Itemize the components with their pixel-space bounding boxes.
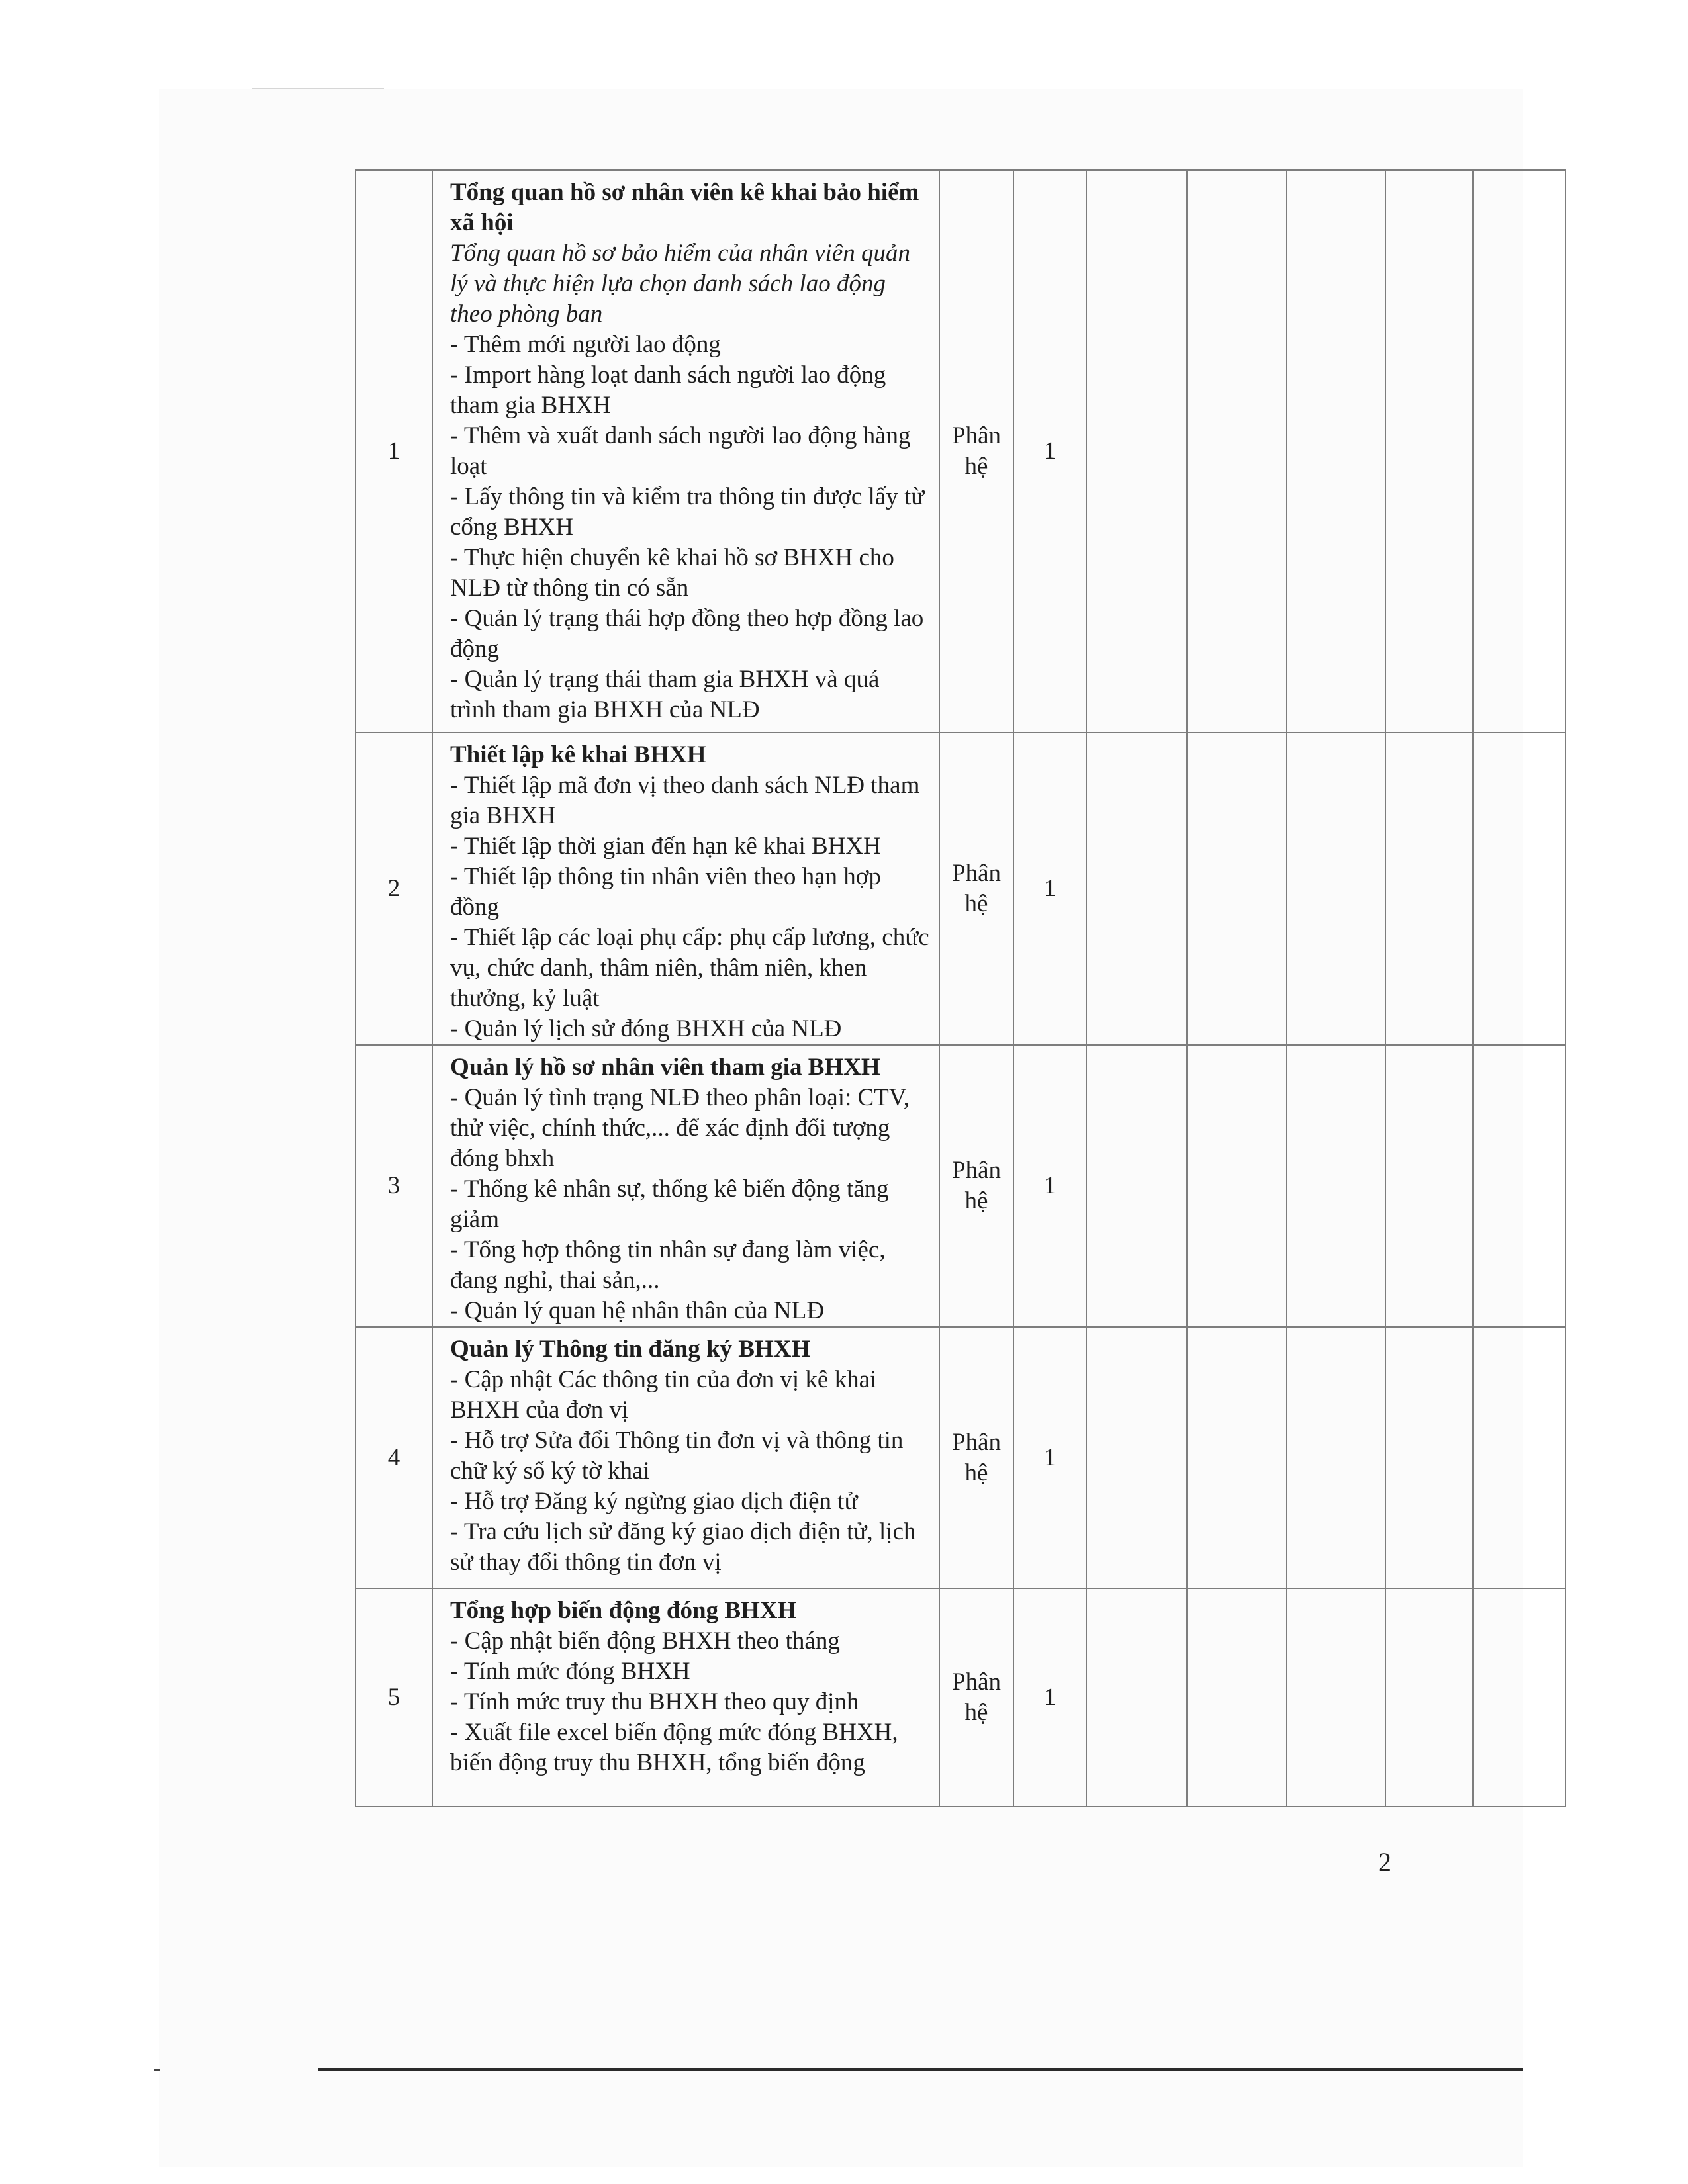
empty-cell: [1286, 1045, 1385, 1327]
item-subtitle: Tổng quan hồ sơ bảo hiểm của nhân viên quản lý và thực hiện lựa chọn danh sách lao động theo phòng ban: [450, 240, 910, 328]
row-number: 4: [355, 1327, 432, 1588]
empty-cell: [1086, 1327, 1187, 1588]
empty-cell: [1385, 170, 1473, 733]
empty-cell: [1187, 170, 1286, 733]
row-number: 3: [355, 1045, 432, 1327]
row-unit: [939, 1327, 1013, 1588]
empty-cell: [1385, 1327, 1473, 1588]
row-description: [432, 733, 939, 1045]
row-unit: [939, 170, 1013, 733]
item-line: - Xuất file excel biến động mức đóng BHXH, biến động truy thu BHXH, tổng biến động: [450, 1719, 898, 1776]
unit-label: Phân hệ: [952, 1157, 1001, 1214]
empty-cell: [1385, 1045, 1473, 1327]
empty-cell: [1086, 1588, 1187, 1807]
item-line: - Quản lý tình trạng NLĐ theo phân loại: CTV, thử việc, chính thức,... để xác định đối tượng đóng bhxh: [450, 1084, 910, 1172]
empty-cell: [1473, 170, 1566, 733]
item-line: - Quản lý trạng thái hợp đồng theo hợp đồng lao động: [450, 605, 924, 662]
row-description: [432, 1327, 939, 1588]
item-line: - Quản lý trạng thái tham gia BHXH và quá trình tham gia BHXH của NLĐ: [450, 666, 880, 723]
unit-label: Phân hệ: [952, 1668, 1001, 1726]
page-number: 2: [1378, 1847, 1391, 1877]
empty-cell: [1473, 1045, 1566, 1327]
unit-label: Phân hệ: [952, 422, 1001, 480]
empty-cell: [1086, 733, 1187, 1045]
empty-cell: [1086, 170, 1187, 733]
item-line: - Hỗ trợ Sửa đổi Thông tin đơn vị và thông tin chữ ký số ký tờ khai: [450, 1427, 904, 1484]
row-description: [432, 170, 939, 733]
empty-cell: [1286, 733, 1385, 1045]
top-scan-mark: [252, 88, 384, 89]
item-line: - Tính mức đóng BHXH: [450, 1658, 690, 1685]
item-title: Thiết lập kê khai BHXH: [450, 741, 706, 768]
bottom-rule: [318, 2068, 1523, 2071]
row-quantity: 1: [1013, 170, 1086, 733]
requirements-table: [355, 169, 1566, 1807]
item-line: - Cập nhật Các thông tin của đơn vị kê khai BHXH của đơn vị: [450, 1366, 877, 1424]
empty-cell: [1187, 1045, 1286, 1327]
table-row: [355, 1045, 1566, 1327]
empty-cell: [1385, 733, 1473, 1045]
item-line: - Hỗ trợ Đăng ký ngừng giao dịch điện tử: [450, 1488, 858, 1515]
empty-cell: [1187, 1588, 1286, 1807]
item-line: - Tra cứu lịch sử đăng ký giao dịch điện tử, lịch sử thay đổi thông tin đơn vị: [450, 1518, 916, 1576]
row-number: 5: [355, 1588, 432, 1807]
row-quantity: 1: [1013, 1588, 1086, 1807]
empty-cell: [1286, 1588, 1385, 1807]
empty-cell: [1473, 1327, 1566, 1588]
empty-cell: [1286, 170, 1385, 733]
item-line: - Import hàng loạt danh sách người lao động tham gia BHXH: [450, 361, 886, 419]
table-row: [355, 170, 1566, 733]
item-line: - Thiết lập thông tin nhân viên theo hạn hợp đồng: [450, 863, 881, 921]
item-title: Quản lý hồ sơ nhân viên tham gia BHXH: [450, 1054, 880, 1081]
table-row: [355, 1588, 1566, 1807]
unit-label: Phân hệ: [952, 1428, 1001, 1486]
table-row: [355, 1327, 1566, 1588]
row-quantity: 1: [1013, 1045, 1086, 1327]
unit-label: Phân hệ: [952, 860, 1001, 917]
item-title: Tổng hợp biến động đóng BHXH: [450, 1597, 797, 1624]
row-description: [432, 1045, 939, 1327]
bottom-scan-mark: [154, 2069, 160, 2071]
empty-cell: [1473, 733, 1566, 1045]
row-unit: [939, 1588, 1013, 1807]
row-quantity: 1: [1013, 733, 1086, 1045]
item-line: - Thiết lập mã đơn vị theo danh sách NLĐ tham gia BHXH: [450, 772, 920, 829]
row-unit: [939, 733, 1013, 1045]
empty-cell: [1385, 1588, 1473, 1807]
row-number: 1: [355, 170, 432, 733]
item-line: - Thực hiện chuyển kê khai hồ sơ BHXH cho NLĐ từ thông tin có sẵn: [450, 544, 894, 602]
empty-cell: [1187, 1327, 1286, 1588]
empty-cell: [1286, 1327, 1385, 1588]
item-line: - Thiết lập các loại phụ cấp: phụ cấp lương, chức vụ, chức danh, thâm niên, thâm niên, khen thưởng, kỷ luật: [450, 924, 929, 1012]
row-quantity: 1: [1013, 1327, 1086, 1588]
item-line: - Tổng hợp thông tin nhân sự đang làm việc, đang nghỉ, thai sản,...: [450, 1236, 886, 1294]
item-title: Tổng quan hồ sơ nhân viên kê khai bảo hiểm xã hội: [450, 179, 919, 236]
item-line: - Quản lý lịch sử đóng BHXH của NLĐ: [450, 1015, 842, 1042]
row-unit: [939, 1045, 1013, 1327]
item-line: - Tính mức truy thu BHXH theo quy định: [450, 1688, 859, 1715]
empty-cell: [1086, 1045, 1187, 1327]
row-description: [432, 1588, 939, 1807]
empty-cell: [1473, 1588, 1566, 1807]
empty-cell: [1187, 733, 1286, 1045]
item-line: - Thiết lập thời gian đến hạn kê khai BHXH: [450, 833, 881, 860]
item-line: - Thêm và xuất danh sách người lao động hàng loạt: [450, 422, 911, 480]
item-line: - Cập nhật biến động BHXH theo tháng: [450, 1627, 840, 1655]
item-title: Quản lý Thông tin đăng ký BHXH: [450, 1336, 811, 1363]
item-line: - Lấy thông tin và kiểm tra thông tin được lấy từ cổng BHXH: [450, 483, 925, 541]
item-line: - Thêm mới người lao động: [450, 331, 721, 358]
item-line: - Thống kê nhân sự, thống kê biến động tăng giảm: [450, 1175, 889, 1233]
item-line: - Quản lý quan hệ nhân thân của NLĐ: [450, 1297, 825, 1324]
table-row: [355, 733, 1566, 1045]
row-number: 2: [355, 733, 432, 1045]
